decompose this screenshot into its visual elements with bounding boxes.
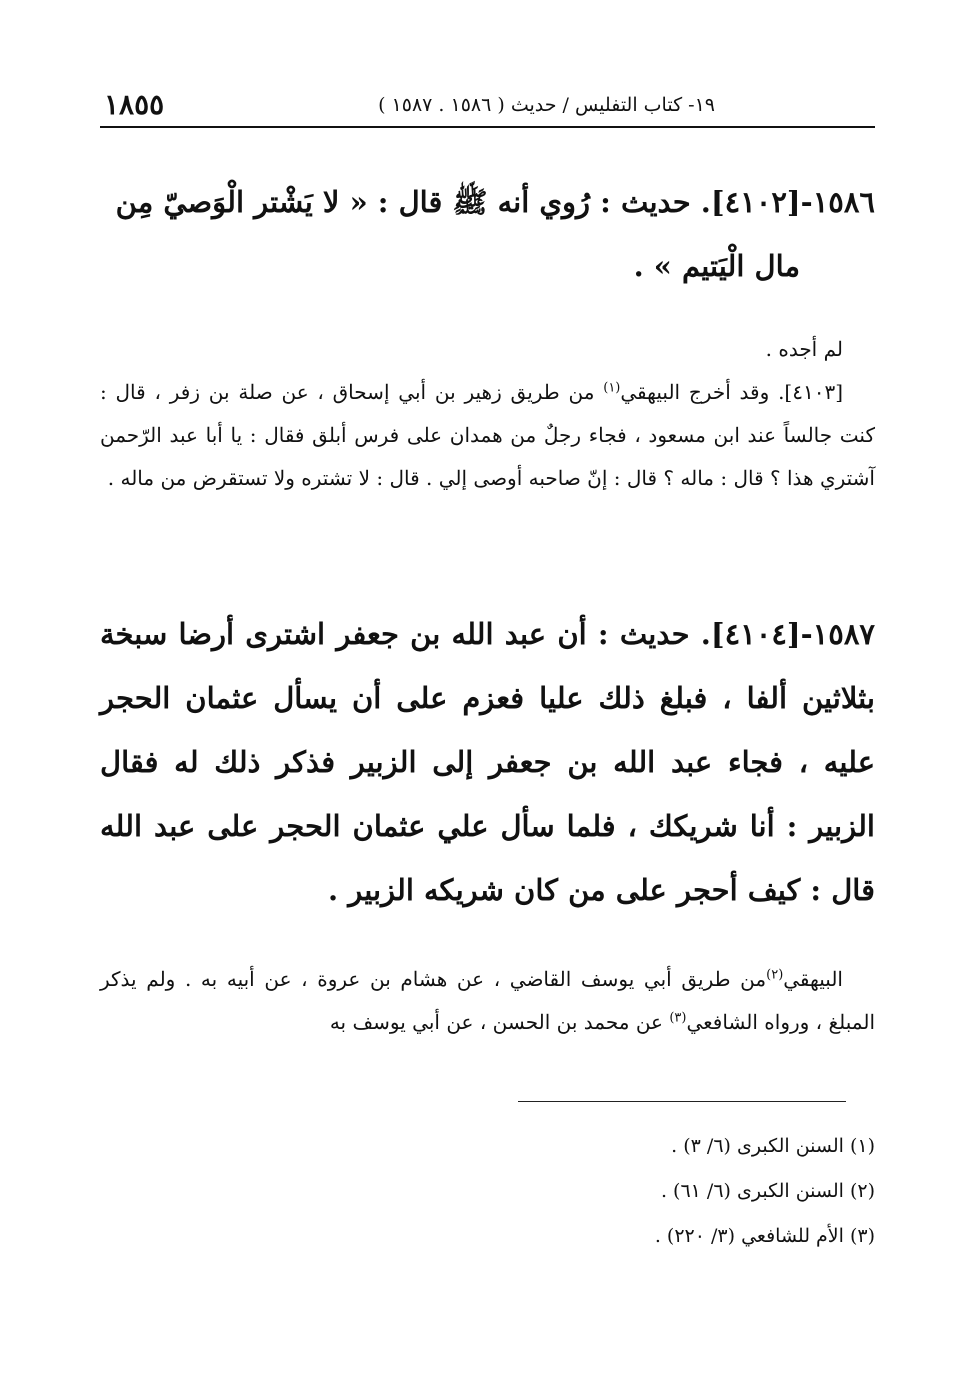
hadith-number: ١٥٨٧-[٤١٠٤].	[700, 617, 875, 651]
page-header	[100, 84, 875, 124]
footnotes	[300, 1124, 875, 1259]
footnote-marker: (١)	[603, 380, 621, 396]
commentary-text: من طريق أبي يوسف القاضي ، عن هشام بن عروة ، عن أبيه به . ولم يذكر المبلغ ، ورواه الشافعي	[100, 967, 875, 1034]
footnote-item: (١) السنن الكبرى (٦/ ٣) .	[671, 1135, 875, 1157]
commentary-text: وقد أخرج البيهقي	[620, 380, 770, 404]
hadith-text: حديث : رُوي أنه ﷺ قال : « لا يَشْتر الْوَصيّ مِن	[115, 185, 691, 219]
header-divider	[100, 126, 875, 128]
footnote-marker: (٢)	[766, 967, 784, 983]
hadith-1587	[100, 602, 875, 922]
commentary-paragraph	[100, 958, 875, 1044]
reference-number: [٤١٠٣].	[778, 380, 844, 404]
commentary-text: عن محمد بن الحسن ، عن أبي يوسف به	[329, 1010, 670, 1034]
footnote-item: (٣) الأم للشافعي (٣/ ٢٢٠) .	[654, 1225, 875, 1247]
hadith-1586	[100, 170, 875, 298]
hadith-number: ١٥٨٦-[٤١٠٢].	[700, 185, 875, 219]
commentary-block-1	[100, 328, 875, 500]
hadith-text-continued: مال الْيَتيم » .	[633, 249, 800, 283]
commentary-block-2	[100, 958, 875, 1044]
hadith-text-continued: بثلاثين ألفا ، فبلغ ذلك عليا فعزم على أن يسأل عثمان الحجر عليه ، فجاء عبد الله بن جعفر إلى الزبير فذكر ذلك له فقال الزبير : أنا شريكك ، فلما سأل علي عثمان الحجر على عبد الله قال : كيف أحجر على من كان شريكه الزبير .	[100, 681, 875, 907]
running-title: ١٩- كتاب التفليس / حديث ( ١٥٨٦ . ١٥٨٧ )	[378, 94, 715, 116]
commentary-text: من طريق زهير بن أبي إسحاق ، عن صلة بن زفر ، قال : كنت جالساً عند ابن مسعود ، فجاء رجلٌ من همدان على فرس أبلق فقال : يا أبا عبد الرّحمن آشتري هذا ؟ قال : ماله ؟ قال : إنّ صاحبه أوصى إلي . قال : لا تشتره ولا تستقرض من ماله .	[100, 380, 875, 490]
hadith-text: حديث : أن عبد الله بن جعفر اشترى أرضا سبخة	[100, 617, 690, 651]
footnote-marker: (٣)	[669, 1010, 687, 1026]
page-number: ١٨٥٥	[104, 88, 165, 121]
footnote-item: (٢) السنن الكبرى (٦/ ٦١) .	[660, 1180, 875, 1202]
footnote-divider	[518, 1101, 846, 1102]
commentary-paragraph	[100, 371, 875, 500]
not-found-note: لم أجده .	[765, 337, 843, 361]
commentary-text: البيهقي	[783, 967, 843, 991]
